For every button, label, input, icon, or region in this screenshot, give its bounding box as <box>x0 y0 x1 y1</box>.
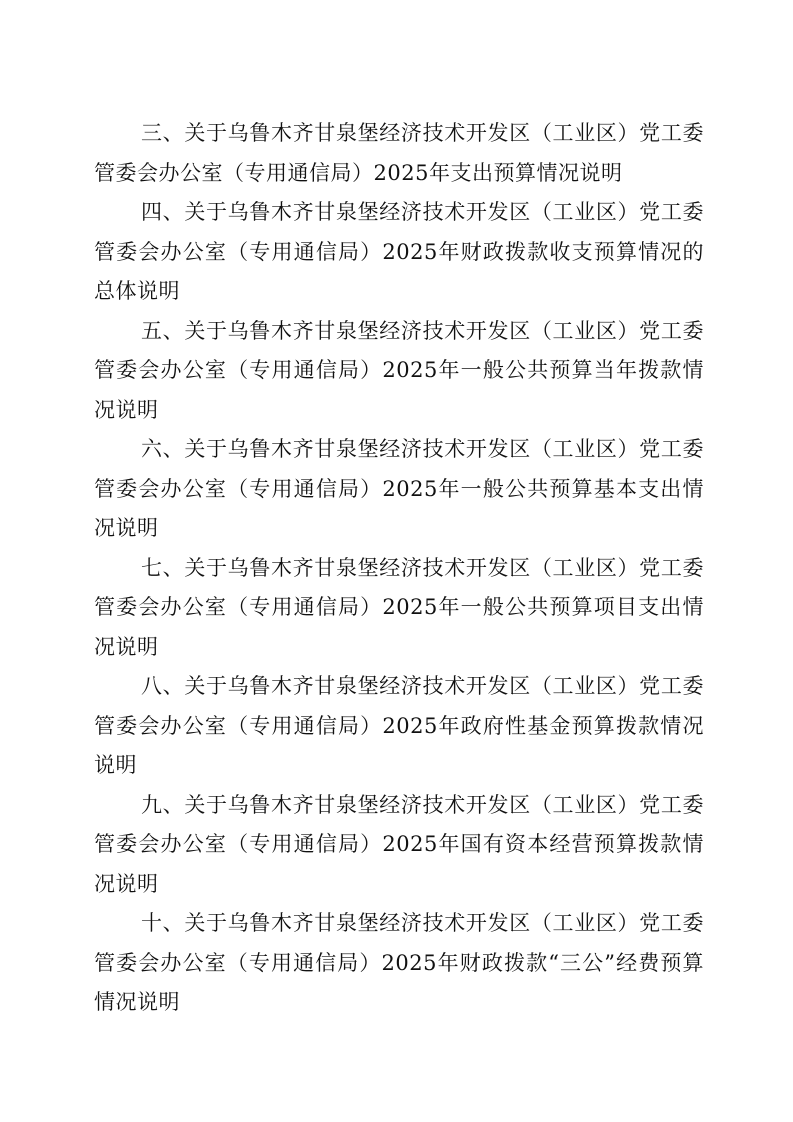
list-item: 十、关于乌鲁木齐甘泉堡经济技术开发区（工业区）党工委管委会办公室（专用通信局）2025年财政拨款“三公”经费预算情况说明 <box>94 911 704 1014</box>
list-item: 五、关于乌鲁木齐甘泉堡经济技术开发区（工业区）党工委管委会办公室（专用通信局）2025年一般公共预算当年拨款情况说明 <box>94 318 704 422</box>
list-item: 四、关于乌鲁木齐甘泉堡经济技术开发区（工业区）党工委管委会办公室（专用通信局）2025年财政拨款收支预算情况的总体说明 <box>94 200 704 303</box>
list-item: 三、关于乌鲁木齐甘泉堡经济技术开发区（工业区）党工委管委会办公室（专用通信局）2025年支出预算情况说明 <box>94 121 704 185</box>
list-item: 八、关于乌鲁木齐甘泉堡经济技术开发区（工业区）党工委管委会办公室（专用通信局）2025年政府性基金预算拨款情况说明 <box>94 674 704 777</box>
list-item: 九、关于乌鲁木齐甘泉堡经济技术开发区（工业区）党工委管委会办公室（专用通信局）2025年国有资本经营预算拨款情况说明 <box>94 792 704 896</box>
document-body <box>94 114 704 1023</box>
list-item: 六、关于乌鲁木齐甘泉堡经济技术开发区（工业区）党工委管委会办公室（专用通信局）2025年一般公共预算基本支出情况说明 <box>94 437 704 540</box>
list-item: 七、关于乌鲁木齐甘泉堡经济技术开发区（工业区）党工委管委会办公室（专用通信局）2025年一般公共预算项目支出情况说明 <box>94 555 704 659</box>
